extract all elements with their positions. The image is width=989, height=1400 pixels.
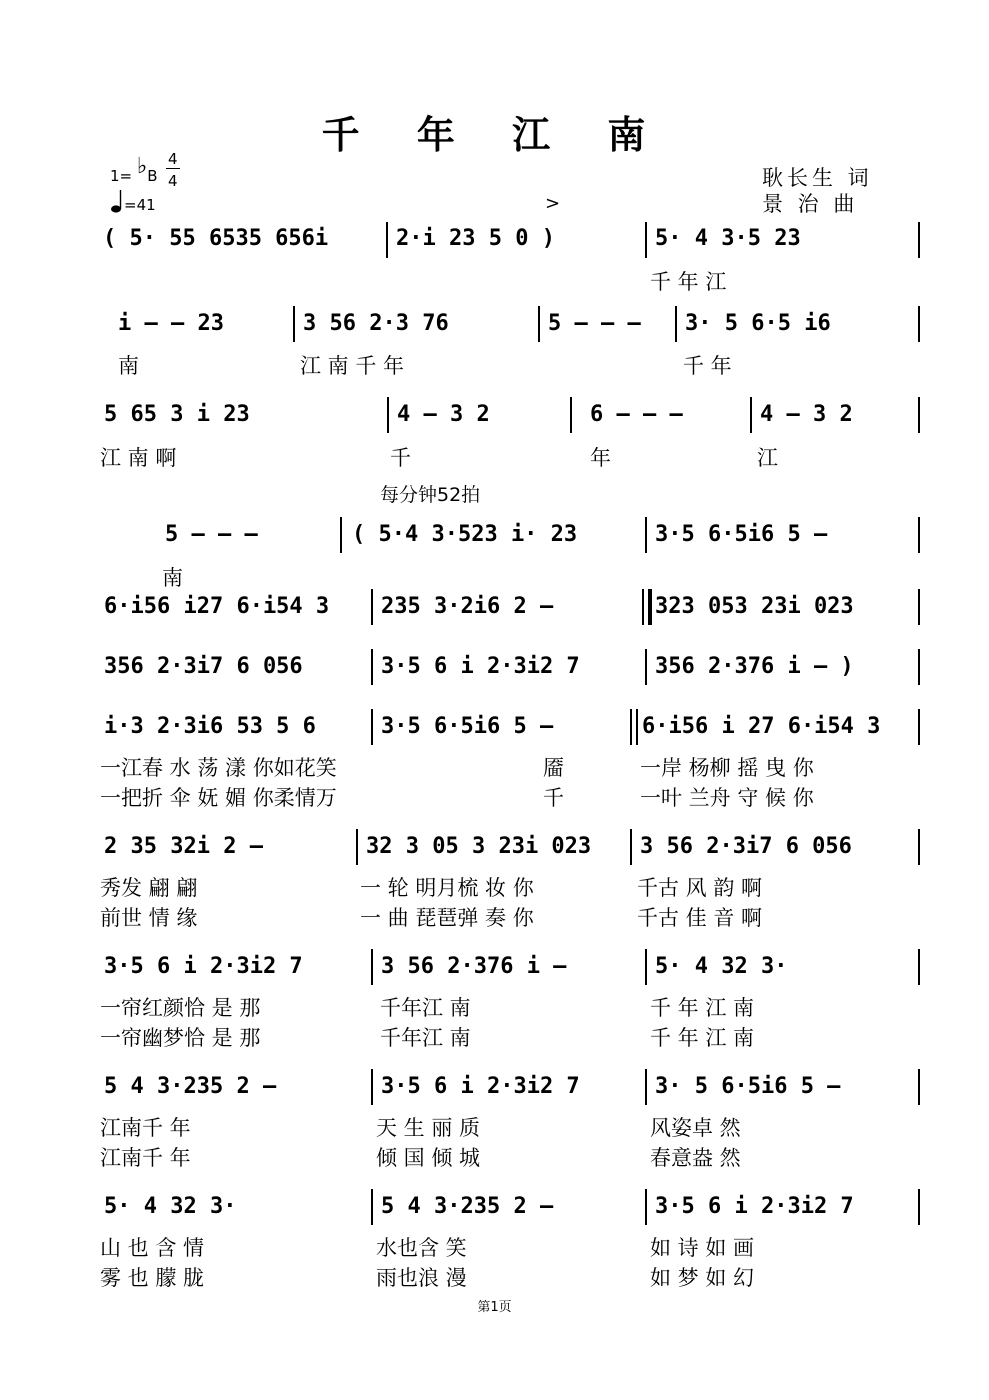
barline xyxy=(918,949,920,985)
lyric-row-3-measure-4: 江 xyxy=(757,446,778,470)
notation-row-9-measure-3: 5· 4 32 3· xyxy=(655,954,788,979)
time-signature-top: 4 xyxy=(168,150,178,168)
tempo-change-label: 每分钟52拍 xyxy=(380,484,481,506)
lyric-row-7-verse-1-measure-2: 靥 xyxy=(543,756,564,780)
barline xyxy=(538,306,540,342)
barline xyxy=(645,222,647,258)
barline xyxy=(630,829,632,865)
notation-row-8-measure-3: 3 56 2·3i7 6 056 xyxy=(640,834,852,859)
time-signature-line xyxy=(166,168,180,169)
notation-row-8-measure-2: 32 3 05 3 23i 023 xyxy=(366,834,592,859)
barline xyxy=(371,949,373,985)
barline xyxy=(918,517,920,553)
notation-row-1-measure-3: 5· 4 3·5 23 xyxy=(655,226,801,251)
notation-row-11-measure-2: 5 4 3·235 2 ‒ xyxy=(381,1194,554,1219)
notation-row-2-measure-4: 3· 5 6·5 i6 xyxy=(685,311,831,336)
barline xyxy=(918,306,920,342)
lyric-row-10-verse-1-measure-3: 风姿卓 然 xyxy=(650,1116,741,1140)
barline xyxy=(918,829,920,865)
lyric-row-3-measure-3: 年 xyxy=(590,446,611,470)
notation-row-2-measure-2: 3 56 2·3 76 xyxy=(303,311,449,336)
lyric-row-9-verse-2-measure-3: 千 年 江 南 xyxy=(650,1026,755,1050)
notation-row-2-measure-1: i ‒ ‒ 23 xyxy=(118,311,224,336)
barline xyxy=(645,1189,647,1225)
notation-row-4-measure-3: 3·5 6·5i6 5 ‒ xyxy=(655,522,828,547)
lyric-row-9-verse-1-measure-1: 一帘红颜恰 是 那 xyxy=(100,996,261,1020)
barline xyxy=(371,649,373,685)
barline xyxy=(645,1069,647,1105)
key-one-eq: 1= xyxy=(110,167,133,185)
lyric-row-2-measure-2: 江 南 千 年 xyxy=(300,354,405,378)
lyric-row-2-measure-4: 千 年 xyxy=(683,354,732,378)
repeat-barline xyxy=(630,709,632,745)
notation-row-7-measure-1: i·3 2·3i6 53 5 6 xyxy=(104,714,316,739)
lyric-row-11-verse-2-measure-2: 雨也浪 漫 xyxy=(376,1266,467,1290)
flat-symbol: ♭ xyxy=(136,154,148,179)
lyric-row-8-verse-2-measure-1: 前世 情 缘 xyxy=(100,906,198,930)
quarter-note-icon xyxy=(110,188,124,218)
lyric-row-8-verse-1-measure-1: 秀发 翩 翩 xyxy=(100,876,198,900)
lyric-row-7-verse-2-measure-2: 千 xyxy=(543,786,564,810)
lyric-row-7-verse-1-measure-1: 一江春 水 荡 漾 你如花笑 xyxy=(100,756,337,780)
barline xyxy=(371,589,373,625)
barline xyxy=(750,397,752,433)
lyric-row-7-verse-2-measure-3: 一叶 兰舟 守 候 你 xyxy=(640,786,814,810)
notation-row-5-measure-3: 323 053 23i 023 xyxy=(655,594,854,619)
lyric-row-2-measure-1: 南 xyxy=(118,354,139,378)
barline xyxy=(293,306,295,342)
notation-row-4-measure-1: 5 ‒ ‒ ‒ xyxy=(165,522,258,547)
barline xyxy=(356,829,358,865)
lyric-row-4-measure-1: 南 xyxy=(162,566,183,590)
barline xyxy=(918,649,920,685)
notation-row-9-measure-1: 3·5 6 i 2·3i2 7 xyxy=(104,954,303,979)
notation-row-7-measure-2: 3·5 6·5i6 5 ‒ xyxy=(381,714,554,739)
barline xyxy=(918,589,920,625)
barline xyxy=(371,1069,373,1105)
repeat-barline xyxy=(642,589,644,625)
notation-row-7-measure-3: 6·i56 i 27 6·i54 3 xyxy=(642,714,881,739)
notation-row-4-measure-2: ( 5·4 3·523 i· 23 xyxy=(352,522,578,547)
barline xyxy=(371,1189,373,1225)
lyric-row-11-verse-1-measure-2: 水也含 笑 xyxy=(376,1236,467,1260)
notation-row-3-measure-1: 5 65 3 i 23 xyxy=(104,402,250,427)
barline xyxy=(918,709,920,745)
notation-row-9-measure-2: 3 56 2·376 i ‒ xyxy=(381,954,567,979)
notation-row-3-measure-3: 6 ‒ ‒ ‒ xyxy=(590,402,683,427)
lyric-row-11-verse-2-measure-1: 雾 也 朦 胧 xyxy=(100,1266,205,1290)
lyric-row-10-verse-2-measure-1: 江南千 年 xyxy=(100,1146,191,1170)
notation-row-10-measure-2: 3·5 6 i 2·3i2 7 xyxy=(381,1074,580,1099)
lyric-row-8-verse-2-measure-2: 一 曲 琵琶弹 奏 你 xyxy=(360,906,534,930)
key-note: B xyxy=(147,167,158,185)
barline xyxy=(645,649,647,685)
notation-row-6-measure-2: 3·5 6 i 2·3i2 7 xyxy=(381,654,580,679)
lyricist-credit: 耿长生 词 xyxy=(762,166,873,190)
barline xyxy=(918,397,920,433)
barline xyxy=(675,306,677,342)
lyric-row-11-verse-1-measure-3: 如 诗 如 画 xyxy=(650,1236,755,1260)
lyric-row-1-measure-3: 千 年 江 xyxy=(650,270,727,294)
barline xyxy=(918,1069,920,1105)
lyric-row-11-verse-1-measure-1: 山 也 含 情 xyxy=(100,1236,205,1260)
notation-row-3-measure-4: 4 ‒ 3 2 xyxy=(760,402,853,427)
lyric-row-8-verse-1-measure-2: 一 轮 明月梳 妆 你 xyxy=(360,876,534,900)
repeat-barline xyxy=(636,709,638,745)
lyric-row-3-measure-2: 千 xyxy=(390,446,411,470)
repeat-barline-thick xyxy=(648,589,652,625)
notation-row-6-measure-3: 356 2·376 i ‒ ) xyxy=(655,654,854,679)
barline xyxy=(570,397,572,433)
barline xyxy=(371,709,373,745)
barline xyxy=(386,222,388,258)
notation-row-6-measure-1: 356 2·3i7 6 056 xyxy=(104,654,303,679)
lyric-row-9-verse-1-measure-3: 千 年 江 南 xyxy=(650,996,755,1020)
notation-row-5-measure-1: 6·i56 i27 6·i54 3 xyxy=(104,594,330,619)
notation-row-11-measure-3: 3·5 6 i 2·3i2 7 xyxy=(655,1194,854,1219)
lyric-row-3-measure-1: 江 南 啊 xyxy=(100,446,177,470)
lyric-row-7-verse-1-measure-3: 一岸 杨柳 摇 曳 你 xyxy=(640,756,814,780)
key-signature xyxy=(110,154,158,187)
lyric-row-10-verse-1-measure-2: 天 生 丽 质 xyxy=(376,1116,481,1140)
notation-row-10-measure-3: 3· 5 6·5i6 5 ‒ xyxy=(655,1074,841,1099)
accent-mark: > xyxy=(545,193,561,214)
lyric-row-7-verse-2-measure-1: 一把折 伞 妩 媚 你柔情万 xyxy=(100,786,337,810)
barline xyxy=(340,517,342,553)
lyric-row-9-verse-1-measure-2: 千年江 南 xyxy=(380,996,471,1020)
barline xyxy=(387,397,389,433)
barline xyxy=(645,517,647,553)
notation-row-10-measure-1: 5 4 3·235 2 ‒ xyxy=(104,1074,277,1099)
lyric-row-8-verse-1-measure-3: 千古 风 韵 啊 xyxy=(637,876,763,900)
notation-row-8-measure-1: 2 35 32i 2 ‒ xyxy=(104,834,263,859)
barline xyxy=(918,1189,920,1225)
barline xyxy=(918,222,920,258)
page-number: 第1页 xyxy=(477,1300,512,1315)
notation-row-1-measure-2: 2·i 23 5 0 ) xyxy=(396,226,555,251)
barline xyxy=(645,949,647,985)
lyric-row-11-verse-2-measure-3: 如 梦 如 幻 xyxy=(650,1266,755,1290)
notation-row-3-measure-2: 4 ‒ 3 2 xyxy=(397,402,490,427)
notation-row-1-measure-1: ( 5· 55 6535 656i xyxy=(103,226,329,251)
lyric-row-10-verse-1-measure-1: 江南千 年 xyxy=(100,1116,191,1140)
lyric-row-10-verse-2-measure-3: 春意盎 然 xyxy=(650,1146,741,1170)
lyric-row-10-verse-2-measure-2: 倾 国 倾 城 xyxy=(376,1146,481,1170)
lyric-row-9-verse-2-measure-1: 一帘幽梦恰 是 那 xyxy=(100,1026,261,1050)
composer-credit: 景 治 曲 xyxy=(762,192,859,216)
time-signature-bottom: 4 xyxy=(168,172,178,190)
notation-row-5-measure-2: 235 3·2i6 2 ‒ xyxy=(381,594,554,619)
lyric-row-8-verse-2-measure-3: 千古 佳 音 啊 xyxy=(637,906,763,930)
tempo-value: =41 xyxy=(124,196,156,214)
notation-row-11-measure-1: 5· 4 32 3· xyxy=(104,1194,237,1219)
lyric-row-9-verse-2-measure-2: 千年江 南 xyxy=(380,1026,471,1050)
notation-row-2-measure-3: 5 ‒ ‒ ‒ xyxy=(548,311,641,336)
page-title: 千 年 江 南 xyxy=(321,112,668,157)
